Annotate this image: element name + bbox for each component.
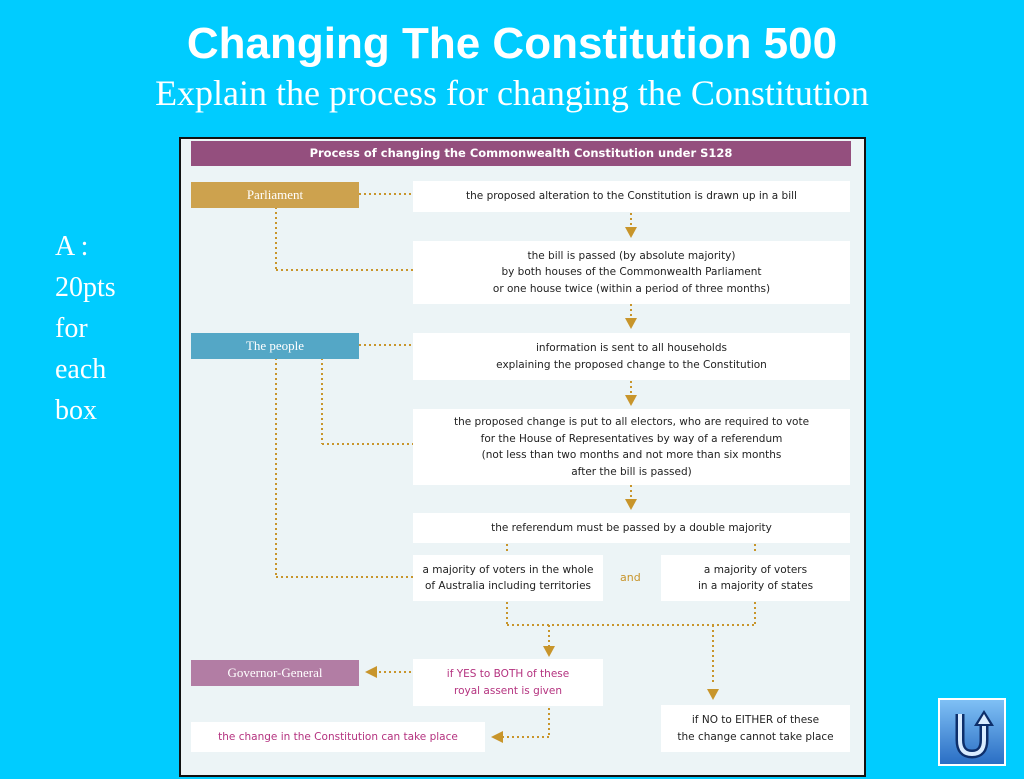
answer-line: box [55, 395, 97, 426]
constitution-process-diagram [179, 137, 866, 777]
step-bill-passed: the bill is passed (by absolute majority) by both houses of the Commonwealth Parliament or one house twice (within a period of three months) [413, 241, 850, 304]
step-yes-both: if YES to BOTH of these royal assent is given [413, 659, 603, 706]
step-change-takes-place: the change in the Constitution can take place [191, 722, 485, 752]
diagram-header: Process of changing the Commonwealth Constitution under S128 [191, 141, 851, 166]
and-label: and [620, 571, 641, 584]
slide-subtitle: Explain the process for changing the Constitution [155, 73, 869, 113]
step-double-majority: the referendum must be passed by a double majority [413, 513, 850, 543]
answer-line: for [55, 313, 88, 344]
role-people: The people [191, 333, 359, 359]
step-bill-drawn: the proposed alteration to the Constitution is drawn up in a bill [413, 181, 850, 212]
slide-title: Changing The Constitution 500 [186, 19, 838, 68]
answer-line: each [55, 354, 107, 385]
role-parliament: Parliament [191, 182, 359, 208]
step-majority-states: a majority of voters in a majority of states [661, 555, 850, 601]
step-no-either: if NO to EITHER of these the change cannot take place [661, 705, 850, 752]
return-button[interactable] [938, 698, 1006, 766]
step-referendum: the proposed change is put to all electors, who are required to vote for the House of Representatives by way of a referendum (not less than two months and not more than six months after the bill is passed) [413, 409, 850, 485]
step-majority-voters: a majority of voters in the whole of Australia including territories [413, 555, 603, 601]
answer-line: A : [55, 231, 89, 262]
u-turn-return-icon [940, 700, 1004, 764]
step-info-sent: information is sent to all households explaining the proposed change to the Constitution [413, 333, 850, 380]
answer-line: 20pts [55, 272, 116, 303]
role-governor-general: Governor-General [191, 660, 359, 686]
answer-text [55, 226, 145, 431]
